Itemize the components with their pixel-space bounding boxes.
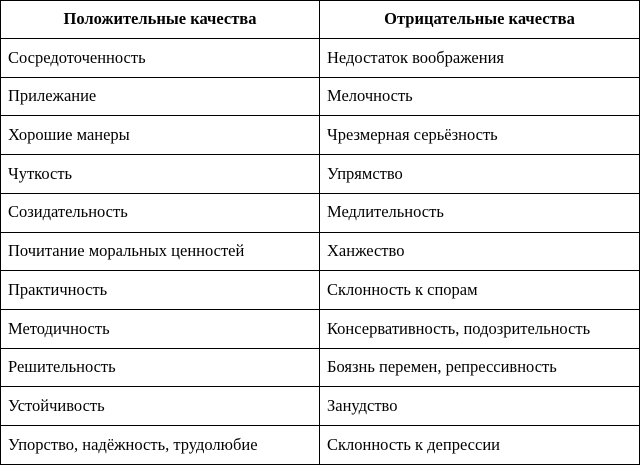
positive-quality-cell: Чуткость xyxy=(1,155,320,194)
positive-quality-cell: Сосредоточенность xyxy=(1,39,320,78)
negative-quality-cell: Консервативность, подозрительность xyxy=(320,310,640,349)
negative-quality-cell: Склонность к депрессии xyxy=(320,426,640,465)
positive-quality-cell: Созидательность xyxy=(1,193,320,232)
table-row xyxy=(1,232,640,271)
table-row xyxy=(1,39,640,78)
negative-quality-cell: Упрямство xyxy=(320,155,640,194)
negative-quality-cell: Ханжество xyxy=(320,232,640,271)
positive-quality-cell: Почитание моральных ценностей xyxy=(1,232,320,271)
negative-quality-cell: Занудство xyxy=(320,387,640,426)
table-row xyxy=(1,77,640,116)
negative-quality-cell: Недостаток воображения xyxy=(320,39,640,78)
positive-quality-cell: Решительность xyxy=(1,348,320,387)
negative-quality-cell: Чрезмерная серьёзность xyxy=(320,116,640,155)
header-positive-qualities: Положительные качества xyxy=(1,1,320,39)
table-row xyxy=(1,310,640,349)
table-row xyxy=(1,426,640,465)
negative-quality-cell: Склонность к спорам xyxy=(320,271,640,310)
positive-quality-cell: Методичность xyxy=(1,310,320,349)
negative-quality-cell: Медлительность xyxy=(320,193,640,232)
table-row xyxy=(1,193,640,232)
positive-quality-cell: Хорошие манеры xyxy=(1,116,320,155)
positive-quality-cell: Прилежание xyxy=(1,77,320,116)
positive-quality-cell: Упорство, надёжность, трудолюбие xyxy=(1,426,320,465)
table-row xyxy=(1,155,640,194)
header-negative-qualities: Отрицательные качества xyxy=(320,1,640,39)
positive-quality-cell: Устойчивость xyxy=(1,387,320,426)
table-row xyxy=(1,387,640,426)
negative-quality-cell: Боязнь перемен, репрессивность xyxy=(320,348,640,387)
positive-quality-cell: Практичность xyxy=(1,271,320,310)
negative-quality-cell: Мелочность xyxy=(320,77,640,116)
table-row xyxy=(1,116,640,155)
table-row xyxy=(1,271,640,310)
table-header-row xyxy=(1,1,640,39)
table-row xyxy=(1,348,640,387)
